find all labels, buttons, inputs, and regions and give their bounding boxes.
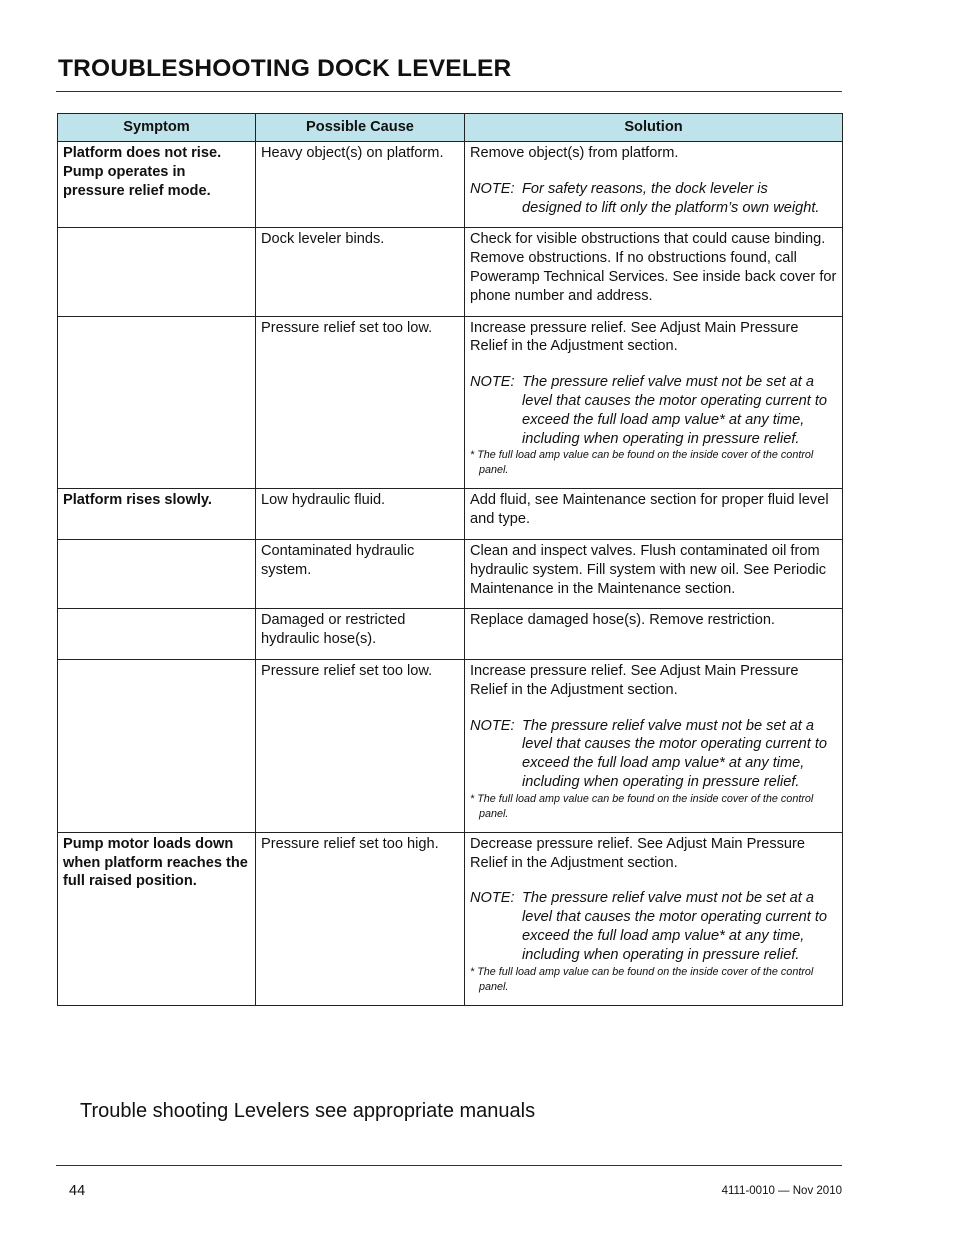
table-row [58,539,843,608]
footnote: * The full load amp value can be found on the inside cover of the control panel. [470,792,814,820]
table-row [58,489,843,540]
solution-note [470,717,838,792]
possible-cause-cell: Pressure relief set too low. [256,316,465,489]
solution-text: Replace damaged hose(s). Remove restriction. [470,612,775,629]
solution-cell [465,228,843,316]
symptom-cell [58,659,256,832]
solution-text: Clean and inspect valves. Flush contaminated oil from hydraulic system. Fill system with new oil. See Periodic Maintenance in the Maintenance section. [470,542,827,597]
solution-cell [465,659,843,832]
footnote: * The full load amp value can be found on the inside cover of the control panel. [470,965,814,993]
table-row [58,228,843,316]
symptom-cell [58,539,256,608]
solution-cell [465,489,843,540]
solution-note [470,180,838,218]
note-label: NOTE: [470,374,515,391]
note-text: The pressure relief valve must not be set at a level that causes the motor operating current to exceed the full load amp value* at any time, including when operating in pressure relief. [522,717,828,790]
solution-text: Decrease pressure relief. See Adjust Main Pressure Relief in the Adjustment section. [470,835,806,871]
footer-divider [56,1165,842,1166]
table-row [58,316,843,489]
note-label: NOTE: [470,180,515,197]
solution-text: Add fluid, see Maintenance section for proper fluid level and type. [470,492,829,528]
header-possible-cause: Possible Cause [256,114,465,142]
symptom-text: Platform does not rise. Pump operates in pressure relief mode. [63,145,222,199]
table-row [58,832,843,1005]
possible-cause-cell: Heavy object(s) on platform. [256,142,465,228]
solution-cell [465,142,843,228]
possible-cause-cell: Pressure relief set too low. [256,659,465,832]
note-text: The pressure relief valve must not be set at a level that causes the motor operating current to exceed the full load amp value* at any time, including when operating in pressure relief. [522,890,828,963]
possible-cause-cell: Contaminated hydraulic system. [256,539,465,608]
header-symptom: Symptom [58,114,256,142]
bottom-note: Trouble shooting Levelers see appropriate manuals [80,1100,536,1122]
solution-cell [465,316,843,489]
solution-text: Increase pressure relief. See Adjust Main Pressure Relief in the Adjustment section. [470,319,799,355]
solution-text: Remove object(s) from platform. [470,145,679,161]
page-title: TROUBLESHOOTING DOCK LEVELER [58,55,512,82]
table-header-row [58,114,843,142]
possible-cause-cell: Dock leveler binds. [256,228,465,316]
header-solution: Solution [465,114,843,142]
table-row [58,609,843,660]
footnote: * The full load amp value can be found on the inside cover of the control panel. [470,449,814,477]
table-row [58,659,843,832]
solution-cell [465,832,843,1005]
symptom-cell [58,228,256,316]
symptom-cell [58,489,256,540]
solution-text: Increase pressure relief. See Adjust Main Pressure Relief in the Adjustment section. [470,662,799,698]
note-text: The pressure relief valve must not be set at a level that causes the motor operating current to exceed the full load amp value* at any time, including when operating in pressure relief. [522,374,828,447]
possible-cause-cell: Pressure relief set too high. [256,832,465,1005]
solution-note [470,889,838,964]
possible-cause-cell: Low hydraulic fluid. [256,489,465,540]
table-row [58,142,843,228]
solution-text: Check for visible obstructions that could cause binding. Remove obstructions. If no obstructions found, call Poweramp Technical Services. See inside back cover for phone number and address. [470,231,837,304]
symptom-text: Platform rises slowly. [63,492,212,509]
header-divider [56,91,842,92]
symptom-cell [58,142,256,228]
note-label: NOTE: [470,890,515,907]
note-text: For safety reasons, the dock leveler is designed to lift only the platform’s own weight. [522,180,820,216]
symptom-cell [58,316,256,489]
page-number: 44 [69,1183,86,1199]
symptom-cell [58,609,256,660]
solution-note [470,373,838,448]
symptom-cell [58,832,256,1005]
note-label: NOTE: [470,717,515,734]
possible-cause-cell: Damaged or restricted hydraulic hose(s). [256,609,465,660]
solution-cell [465,539,843,608]
document-id: 4111-0010 — Nov 2010 [721,1185,842,1197]
solution-cell [465,609,843,660]
symptom-text: Pump motor loads down when platform reaches the full raised position. [63,835,248,890]
troubleshooting-table [57,113,843,1006]
